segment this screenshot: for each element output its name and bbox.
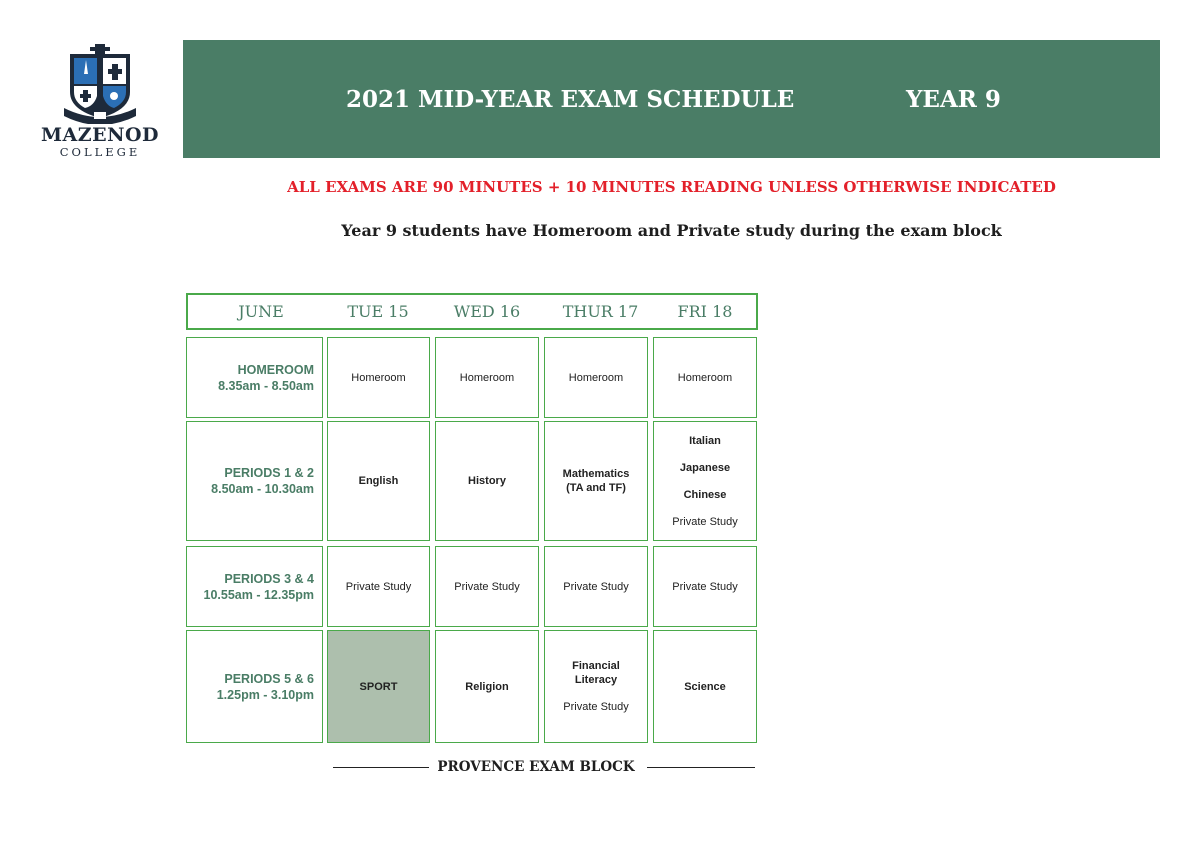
- schedule-cell: [435, 546, 539, 627]
- cell-text: Science: [684, 680, 726, 693]
- cell-text: Private Study: [672, 580, 738, 593]
- row-label-name: HOMEROOM: [237, 362, 314, 377]
- row-label-periods-1-2: [186, 421, 323, 541]
- cell-text: History: [468, 475, 506, 487]
- schedule-cell: [435, 630, 539, 743]
- cell-text: Private Study: [563, 580, 629, 593]
- year-label: YEAR 9: [906, 86, 1001, 113]
- schedule-cell: [327, 546, 430, 627]
- cell-text: Private Study: [672, 515, 738, 528]
- homeroom-note: Year 9 students have Homeroom and Private study during the exam block: [341, 221, 1002, 240]
- schedule-cell: [327, 337, 430, 418]
- cell-text: English: [358, 475, 399, 487]
- footer-rule-left: [333, 767, 429, 768]
- header-thu: THUR 17: [562, 302, 639, 321]
- college-logo: [40, 40, 160, 160]
- schedule-cell: [544, 337, 648, 418]
- exam-duration-notice: ALL EXAMS ARE 90 MINUTES + 10 MINUTES READING UNLESS OTHERWISE INDICATED: [287, 178, 1056, 196]
- page-title: 2021 MID-YEAR EXAM SCHEDULE: [346, 86, 795, 113]
- cell-subtext: (TA and TF): [566, 482, 626, 494]
- schedule-cell: [435, 421, 539, 541]
- header-wed: WED 16: [453, 302, 521, 321]
- row-label-name: PERIODS 1 & 2: [224, 466, 314, 480]
- schedule-cell: [544, 546, 648, 627]
- row-label-time: 8.50am - 10.30am: [211, 482, 314, 496]
- cell-text: Private Study: [563, 701, 629, 713]
- cell-text: Homeroom: [677, 371, 733, 384]
- schedule-cell: [653, 546, 757, 627]
- cell-text: Homeroom: [459, 371, 515, 384]
- cell-text: Religion: [465, 680, 509, 693]
- row-label-homeroom: [186, 337, 323, 418]
- logo-name: MAZENOD: [40, 124, 160, 146]
- cell-text: Homeroom: [351, 371, 406, 384]
- title-banner: [183, 40, 1160, 158]
- row-label-name: PERIODS 5 & 6: [224, 671, 314, 686]
- row-label-periods-5-6: [186, 630, 323, 743]
- schedule-cell: [544, 630, 648, 743]
- row-label-time: 8.35am - 8.50am: [218, 378, 314, 393]
- cell-text: Chinese: [683, 488, 727, 501]
- cell-text: Literacy: [574, 674, 618, 686]
- schedule-cell: [544, 421, 648, 541]
- header-tue: TUE 15: [347, 302, 409, 321]
- row-label-periods-3-4: [186, 546, 323, 627]
- cell-text: Italian: [689, 434, 721, 447]
- header-fri: FRI 18: [677, 302, 733, 321]
- schedule-cell: [653, 630, 757, 743]
- cell-text: Private Study: [454, 580, 520, 593]
- cell-text: SPORT: [359, 680, 398, 693]
- schedule-cell-sport: [327, 630, 430, 743]
- cell-text: Financial: [572, 660, 620, 672]
- schedule-cell: [653, 337, 757, 418]
- cell-text: Japanese: [679, 461, 731, 474]
- crest-icon: [64, 44, 136, 124]
- footer-rule-right: [647, 767, 755, 768]
- header-month: JUNE: [238, 302, 284, 321]
- schedule-cell: [653, 421, 757, 541]
- exam-block-label: PROVENCE EXAM BLOCK: [437, 759, 635, 775]
- cell-text: Private Study: [345, 580, 412, 593]
- logo-subtitle: COLLEGE: [59, 145, 141, 159]
- cell-text: Homeroom: [568, 371, 624, 384]
- schedule-cell: [435, 337, 539, 418]
- row-label-time: 10.55am - 12.35pm: [203, 587, 314, 602]
- row-label-time: 1.25pm - 3.10pm: [216, 687, 314, 702]
- schedule-cell: [327, 421, 430, 541]
- schedule-header: [186, 293, 758, 330]
- cell-text: Mathematics: [562, 468, 630, 480]
- row-label-name: PERIODS 3 & 4: [224, 571, 314, 586]
